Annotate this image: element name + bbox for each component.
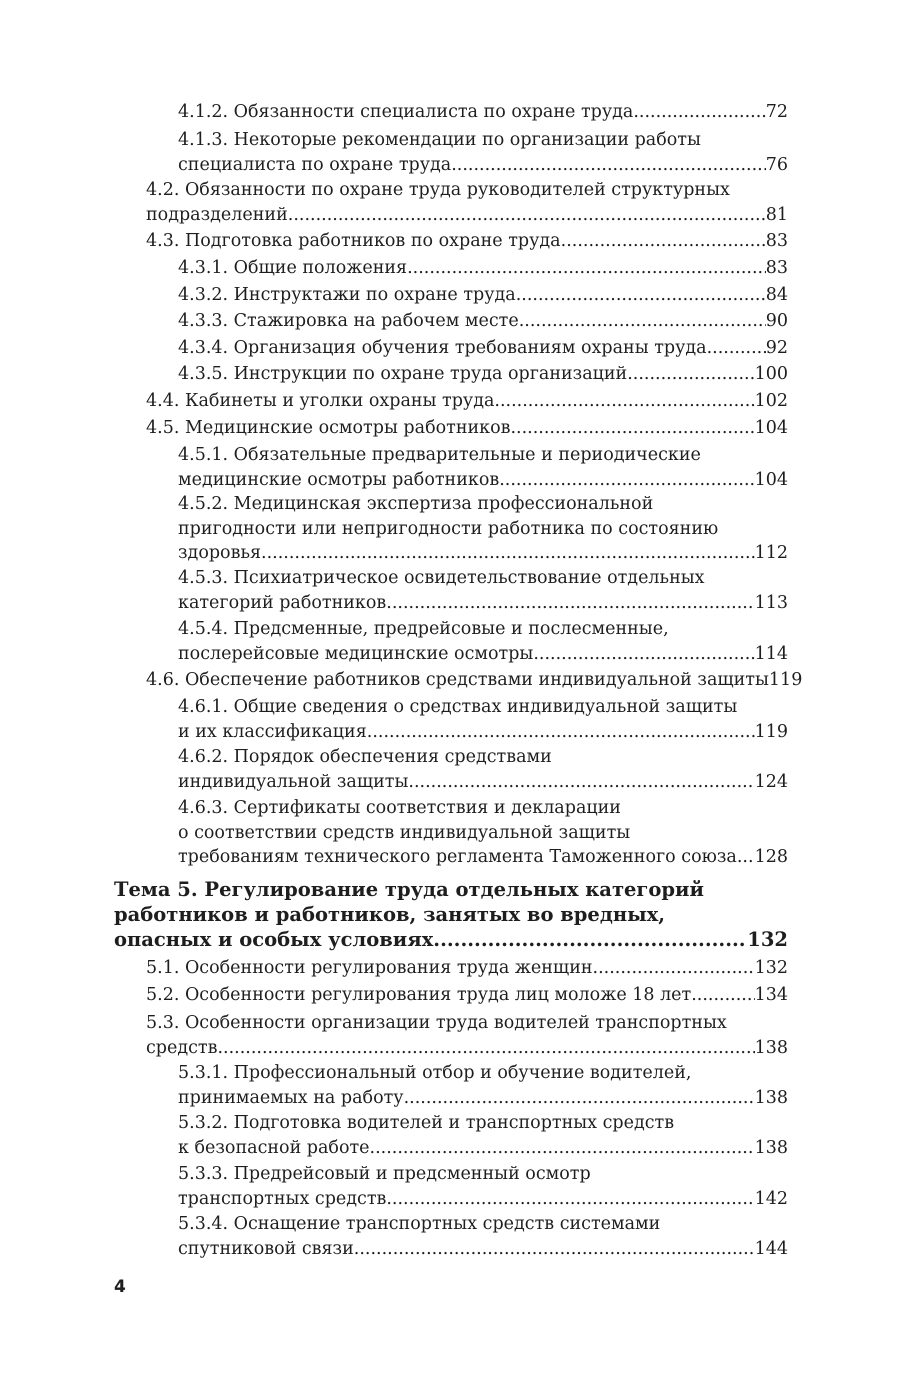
toc-entry <box>178 566 788 615</box>
toc-title: 4.3.1. Общие положения <box>178 258 408 278</box>
toc-line <box>178 1061 788 1086</box>
dot-leader <box>217 1036 754 1061</box>
toc-page-number: 138 <box>754 1137 788 1158</box>
toc-page-number: 124 <box>754 771 788 792</box>
dot-leader <box>451 153 766 178</box>
toc-line <box>178 128 788 153</box>
toc-entry <box>146 1011 788 1060</box>
toc-line <box>146 203 788 228</box>
toc-entry <box>178 128 788 177</box>
toc-entry <box>146 983 788 1008</box>
dot-leader <box>407 256 766 281</box>
toc-title: 4.1.2. Обязанности специалиста по охране труда <box>178 102 634 122</box>
toc-page-number: 138 <box>754 1037 788 1058</box>
toc-page-number: 112 <box>754 543 788 563</box>
toc-entry <box>146 668 803 693</box>
toc-title: специалиста по охране труда <box>178 154 452 175</box>
toc-entry <box>146 956 788 981</box>
toc-line <box>178 336 788 361</box>
toc-line <box>146 1036 788 1061</box>
toc-line <box>146 956 788 981</box>
toc-title: 4.3.4. Организация обучения требованиям охраны труда <box>178 338 707 358</box>
toc-title: подразделений <box>146 204 288 225</box>
dot-leader <box>408 770 754 795</box>
toc-title: здоровья <box>178 543 262 563</box>
toc-line <box>178 821 788 846</box>
toc-title: 4.4. Кабинеты и уголки охраны труда <box>146 391 495 411</box>
dot-leader <box>261 541 755 566</box>
toc-entry <box>178 283 788 308</box>
toc-title: спутниковой связи <box>178 1238 354 1259</box>
toc-entry <box>146 416 788 441</box>
dot-leader <box>737 845 755 870</box>
toc-line <box>178 745 788 770</box>
toc-entry <box>178 309 788 334</box>
dot-leader <box>593 956 755 981</box>
toc-page-number: 83 <box>765 231 788 251</box>
toc-title: 4.3.5. Инструкции по охране труда организаций <box>178 364 628 384</box>
toc-title: 4.5.4. Предсменные, предрейсовые и послесменные, <box>178 619 669 639</box>
toc-title: 4.5.1. Обязательные предварительные и периодические <box>178 445 701 465</box>
toc-line <box>178 362 788 387</box>
toc-page-number: 83 <box>765 258 788 278</box>
toc-line <box>178 283 788 308</box>
toc-line <box>178 541 788 566</box>
toc-entry <box>178 1111 788 1160</box>
toc-line <box>146 229 788 254</box>
toc-title: 4.5.2. Медицинская экспертиза профессиональной <box>178 494 654 514</box>
toc-title: 5.3.2. Подготовка водителей и транспортных средств <box>178 1113 675 1133</box>
toc-title: 4.3.2. Инструктажи по охране труда <box>178 285 516 305</box>
dot-leader <box>561 229 766 254</box>
toc-entry <box>178 617 788 666</box>
toc-entry <box>178 492 788 566</box>
toc-line <box>178 443 788 468</box>
toc-entry <box>178 256 788 281</box>
toc-title: 4.2. Обязанности по охране труда руководителей структурных <box>146 180 730 200</box>
toc-page-number: 104 <box>754 418 788 438</box>
toc-line <box>178 309 788 334</box>
dot-leader <box>494 389 754 414</box>
toc-title: 4.6.1. Общие сведения о средствах индивидуальной защиты <box>178 697 738 717</box>
toc-line <box>146 668 803 693</box>
toc-line <box>114 877 788 902</box>
toc-line <box>178 517 788 542</box>
dot-leader <box>288 203 766 228</box>
toc-page-number: 132 <box>747 928 788 951</box>
toc-page-number: 90 <box>765 311 788 331</box>
toc-title: 5.3.4. Оснащение транспортных средств системами <box>178 1214 661 1234</box>
toc-entry <box>178 100 788 125</box>
toc-title: средств <box>146 1037 218 1058</box>
toc-line <box>178 1086 788 1111</box>
toc-page-number: 128 <box>754 847 788 867</box>
toc-page-number: 84 <box>765 285 788 305</box>
toc-page-number: 119 <box>768 670 803 690</box>
toc-topic <box>114 877 788 952</box>
toc-entry <box>178 1162 788 1211</box>
toc-page-number: 138 <box>754 1087 788 1108</box>
toc-title: послерейсовые медицинские осмотры <box>178 643 534 664</box>
toc-title: Тема 5. Регулирование труда отдельных категорий <box>114 878 704 901</box>
toc-title: 4.1.3. Некоторые рекомендации по организации работы <box>178 130 701 150</box>
toc-page-number: 113 <box>754 592 788 613</box>
toc-page-number: 72 <box>765 102 788 122</box>
dot-leader <box>691 983 754 1008</box>
toc-title: транспортных средств <box>178 1188 387 1209</box>
toc-line <box>178 796 788 821</box>
toc-line <box>178 1212 788 1237</box>
toc-title: индивидуальной защиты <box>178 771 409 792</box>
toc-line <box>178 642 788 667</box>
toc-title: категорий работников <box>178 592 387 613</box>
toc-entry <box>178 1212 788 1261</box>
toc-line <box>178 720 788 745</box>
toc-title: 4.3.3. Стажировка на рабочем месте <box>178 311 519 331</box>
toc-line <box>178 1162 788 1187</box>
toc-page-number: 132 <box>754 958 788 978</box>
toc-title: 4.5. Медицинские осмотры работников <box>146 418 511 438</box>
toc-title: 5.2. Особенности регулирования труда лиц моложе 18 лет <box>146 985 692 1005</box>
toc-title: 5.3.1. Профессиональный отбор и обучение водителей, <box>178 1063 692 1083</box>
dot-leader <box>633 100 765 125</box>
toc-line <box>178 256 788 281</box>
toc-line <box>178 770 788 795</box>
dot-leader <box>354 1237 755 1262</box>
toc-entry <box>178 1061 788 1110</box>
dot-leader <box>367 720 755 745</box>
dot-leader <box>386 1187 754 1212</box>
page-number: 4 <box>114 1277 126 1297</box>
toc-title: принимаемых на работу <box>178 1087 404 1108</box>
toc-line <box>178 617 788 642</box>
toc-line <box>114 902 788 927</box>
toc-entry <box>178 796 788 870</box>
toc-title: 4.5.3. Психиатрическое освидетельствование отдельных <box>178 568 705 588</box>
toc-page-number: 142 <box>754 1188 788 1209</box>
toc-title: пригодности или непригодности работника по состоянию <box>178 518 719 539</box>
toc-entry <box>178 745 788 794</box>
toc-entry <box>146 389 788 414</box>
toc-page-number: 92 <box>765 338 788 358</box>
toc-entry <box>178 695 788 744</box>
toc-line <box>178 695 788 720</box>
toc-page-number: 102 <box>754 391 788 411</box>
toc-page-number: 114 <box>754 643 788 664</box>
toc-title: 4.3. Подготовка работников по охране труда <box>146 231 561 251</box>
toc-line <box>178 1237 788 1262</box>
toc-title: 5.1. Особенности регулирования труда женщин <box>146 958 593 978</box>
toc-line <box>114 927 788 952</box>
toc-title: 4.6.3. Сертификаты соответствия и декларации <box>178 798 621 818</box>
toc-page-number: 104 <box>754 469 788 490</box>
toc-line <box>178 153 788 178</box>
dot-leader <box>510 416 754 441</box>
toc-line <box>146 178 788 203</box>
toc-title: опасных и особых условиях <box>114 928 434 951</box>
toc-title: 5.3. Особенности организации труда водителей транспортных <box>146 1013 727 1033</box>
dot-leader <box>433 927 747 952</box>
toc-page-number: 119 <box>754 721 788 742</box>
toc-page-number: 76 <box>765 154 788 175</box>
toc-title: 4.6. Обеспечение работников средствами индивидуальной защиты <box>146 670 769 690</box>
dot-leader <box>404 1086 755 1111</box>
dot-leader <box>627 362 754 387</box>
toc-entry <box>178 336 788 361</box>
dot-leader <box>499 468 754 493</box>
toc-title: 4.6.2. Порядок обеспечения средствами <box>178 747 552 767</box>
toc-line <box>178 591 788 616</box>
toc-line <box>178 566 788 591</box>
toc-line <box>146 1011 788 1036</box>
toc-title: и их классификация <box>178 721 367 742</box>
dot-leader <box>516 283 766 308</box>
toc-line <box>178 1187 788 1212</box>
toc-entry <box>178 362 788 387</box>
toc-line <box>178 468 788 493</box>
toc-title: медицинские осмотры работников <box>178 469 500 490</box>
toc-title: о соответствии средств индивидуальной защиты <box>178 822 631 843</box>
dot-leader <box>533 642 754 667</box>
dot-leader <box>386 591 754 616</box>
toc-title: требованиям технического регламента Таможенного союза <box>178 847 737 867</box>
toc-entry <box>146 178 788 227</box>
toc-line <box>178 1111 788 1136</box>
toc-title: 5.3.3. Предрейсовый и предсменный осмотр <box>178 1164 591 1184</box>
toc-line <box>146 983 788 1008</box>
toc-page-number: 144 <box>754 1238 788 1259</box>
toc-page-number: 134 <box>754 985 788 1005</box>
toc-page-number: 100 <box>754 364 788 384</box>
toc-line <box>146 416 788 441</box>
dot-leader <box>370 1136 755 1161</box>
toc-page-number: 81 <box>765 204 788 225</box>
toc-title: работников и работников, занятых во вредных, <box>114 903 666 926</box>
toc-line <box>178 100 788 125</box>
dot-leader <box>519 309 766 334</box>
toc-title: к безопасной работе <box>178 1137 370 1158</box>
toc-line <box>146 389 788 414</box>
toc-entry <box>178 443 788 492</box>
dot-leader <box>707 336 766 361</box>
toc-line <box>178 845 788 870</box>
toc-line <box>178 492 788 517</box>
toc-line <box>178 1136 788 1161</box>
toc-entry <box>146 229 788 254</box>
